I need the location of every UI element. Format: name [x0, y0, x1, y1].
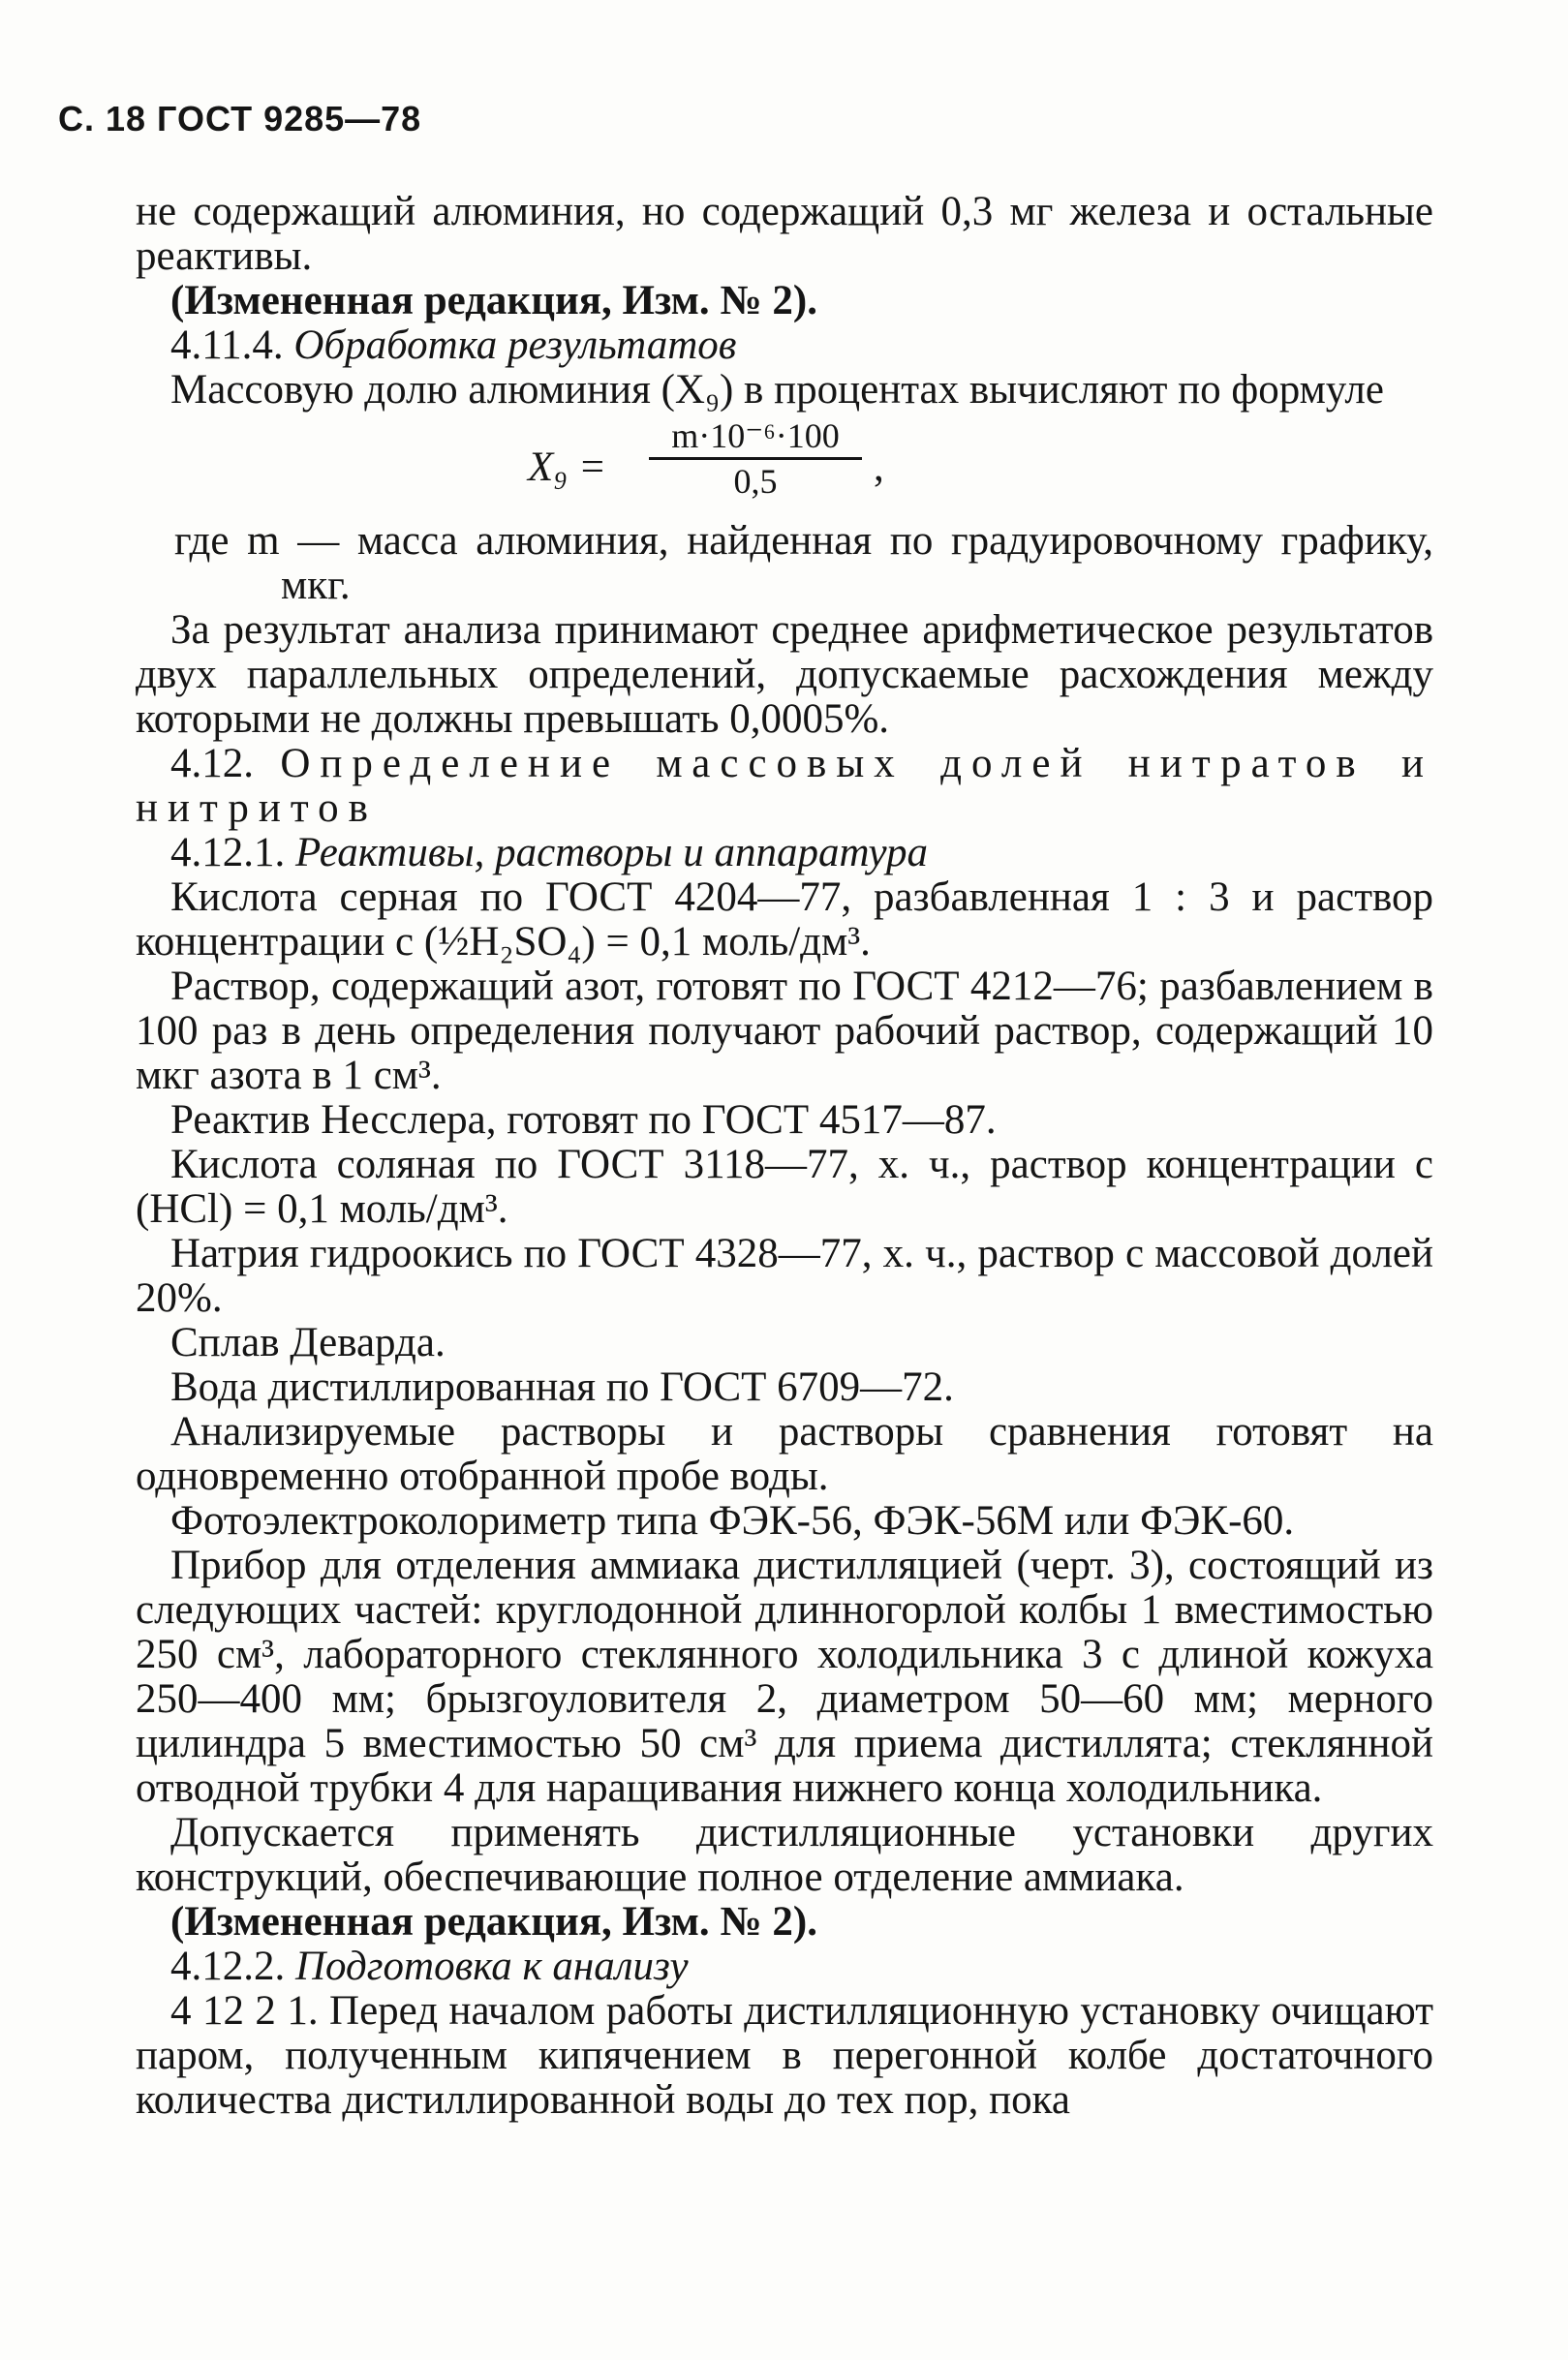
reagent-sodium-hydroxide: Натрия гидроокись по ГОСТ 4328—77, х. ч., раствор с массовой долей 20%. — [136, 1231, 1433, 1321]
paragraph-alternative-setups: Допускается применять дистилляционные установки других конструкций, обеспечивающие полное отделение аммиака. — [136, 1810, 1433, 1900]
section-number: 4.12.1. — [170, 830, 286, 875]
amendment-note: (Измененная редакция, Изм. № 2). — [170, 278, 817, 323]
reagent-nessler: Реактив Несслера, готовят по ГОСТ 4517—87. — [170, 1097, 997, 1143]
reagent-devarda-alloy: Сплав Деварда. — [170, 1320, 446, 1365]
reagent-hydrochloric-acid: Кислота соляная по ГОСТ 3118—77, х. ч., раствор концентрации с (HCl) = 0,1 моль/дм³. — [136, 1142, 1433, 1232]
section-heading-4-12 — [136, 742, 1433, 831]
section-title: Определение массовых долей нитратов и нитритов — [136, 741, 1433, 831]
reagent-distilled-water: Вода дистиллированная по ГОСТ 6709—72. — [170, 1364, 954, 1410]
reagent-nitrogen-solution: Раствор, содержащий азот, готовят по ГОСТ 4212—76; разбавлением в 100 раз в день определения получают рабочий раствор, содержащий 10 мкг азота в 1 см³. — [136, 964, 1433, 1098]
section-title: Подготовка к анализу — [295, 1944, 689, 1989]
paragraph-4-12-2-1: 4 12 2 1. Перед началом работы дистилляционную установку очищают паром, полученным кипячением в перегонной колбе достаточного количества дистиллированной воды до тех пор, пока — [136, 1988, 1433, 2123]
section-number: 4.12. — [170, 741, 254, 786]
section-number: 4.11.4. — [170, 322, 284, 368]
formula-comma: , — [874, 444, 884, 490]
equipment-distillation-apparatus: Прибор для отделения аммиака дистилляцией (черт. 3), состоящий из следующих частей: круглодонной длинногорлой колбы 1 вместимостью 250 см³, лабораторного стеклянного холодильника 3 с длиной кожуха 250—400 мм; брызгоуловителя 2, диаметром 50—60 мм; мерного цилиндра 5 вместимостью 50 см³ для приема дистиллята; стеклянной отводной трубки 4 для наращивания нижнего конца холодильника. — [136, 1543, 1433, 1811]
formula-fraction — [649, 414, 862, 503]
formula-lhs: X₉ = — [528, 444, 606, 490]
formula-denominator: 0,5 — [733, 462, 778, 501]
variable-legend: где m — масса алюминия, найденная по градуировочному графику, мкг. — [174, 518, 1433, 608]
reagent-sulfuric-acid: Кислота серная по ГОСТ 4204—77, разбавленная 1 : 3 и раствор концентрации с (½H₂SO₄) = 0,1 моль/дм³. — [136, 874, 1433, 965]
section-title: Реактивы, растворы и аппаратура — [295, 830, 928, 875]
section-heading-4-12-2 — [136, 1945, 1433, 1989]
paragraph-continuation: не содержащий алюминия, но содержащий 0,3 мг железа и остальные реактивы. — [136, 189, 1433, 279]
formula-intro: Массовую долю алюминия (X₉) в процентах вычисляют по формуле — [170, 367, 1384, 413]
section-heading-4-11-4 — [136, 323, 1433, 368]
amendment-note: (Измененная редакция, Изм. № 2). — [170, 1899, 817, 1945]
equipment-photocolorimeter: Фотоэлектроколориметр типа ФЭК-56, ФЭК-56М или ФЭК-60. — [170, 1498, 1295, 1544]
paragraph-result: За результат анализа принимают среднее арифметическое результатов двух параллельных определений, допускаемые расхождения между которыми не должны превышать 0,0005%. — [136, 607, 1433, 742]
text-column — [136, 190, 1433, 2123]
running-head: С. 18 ГОСТ 9285—78 — [58, 99, 422, 138]
formula — [136, 413, 1433, 519]
section-number: 4.12.2. — [170, 1944, 286, 1989]
formula-numerator: m·10⁻⁶·100 — [649, 414, 862, 460]
section-heading-4-12-1 — [136, 831, 1433, 875]
section-title: Обработка результатов — [293, 322, 737, 368]
paragraph-solutions: Анализируемые растворы и растворы сравнения готовят на одновременно отобранной пробе воды. — [136, 1409, 1433, 1499]
